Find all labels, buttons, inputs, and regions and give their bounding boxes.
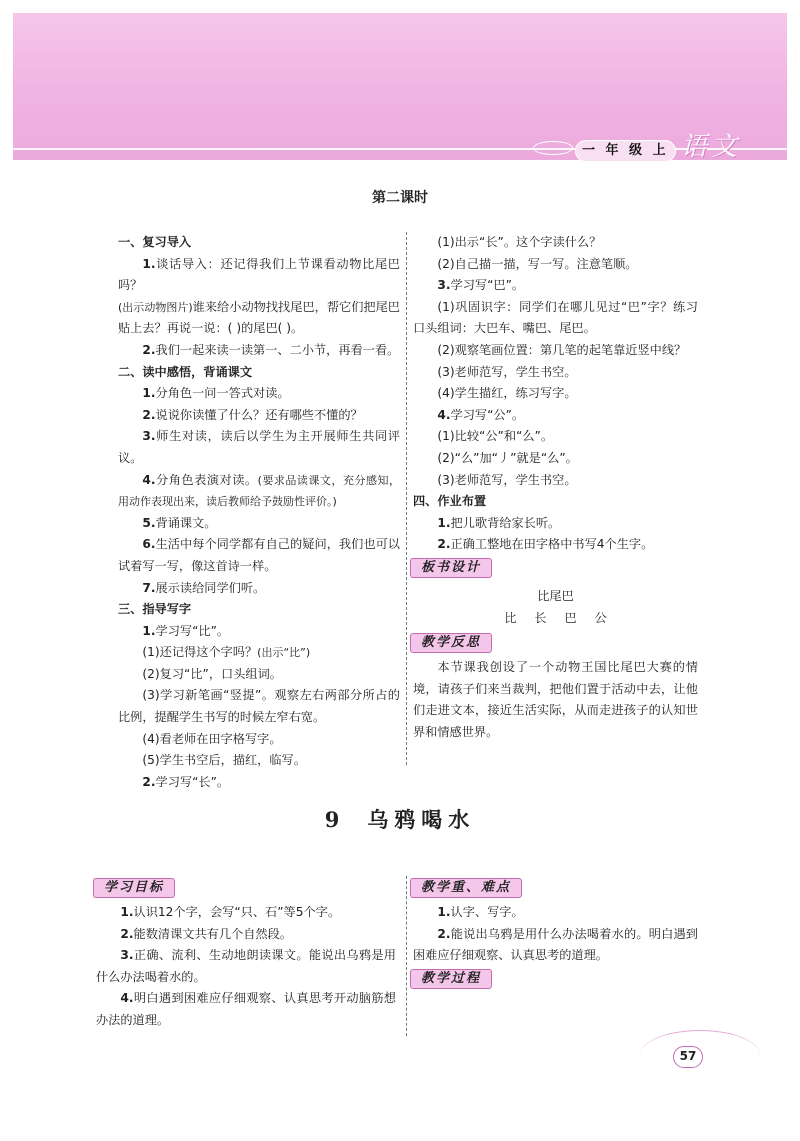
paragraph bbox=[118, 642, 400, 664]
item-number: 4. bbox=[142, 472, 156, 487]
paragraph bbox=[413, 362, 698, 384]
item-text: 学习写“巴”。 bbox=[450, 278, 525, 293]
item-text: 生活中每个同学都有自己的疑问，我们也可以试着写一写，像这首诗一样。 bbox=[118, 537, 400, 573]
item-text: 认字、写字。 bbox=[450, 905, 524, 919]
key-points-tag: 教学重、难点 bbox=[410, 878, 522, 898]
item-number: 2. bbox=[437, 926, 451, 941]
reflection-text: 本节课我创设了一个动物王国比尾巴大赛的情境，请孩子们来当裁判，把他们置于活动中去，让他们走进文本，接近生活实际，从而走进孩子的认知世界和情感世界。 bbox=[413, 660, 698, 739]
item-text: 谁来给小动物找找尾巴，帮它们把尾巴贴上去？再说一说：( )的尾巴( )。 bbox=[118, 299, 400, 336]
process-tag: 教学过程 bbox=[410, 969, 492, 989]
note-text: (出示动物图片) bbox=[118, 300, 193, 314]
item-text: 师生对读，读后以学生为主开展师生共同评议。 bbox=[118, 429, 400, 465]
item-number: 5. bbox=[142, 515, 156, 530]
item-number: 2. bbox=[437, 537, 451, 552]
list-item bbox=[96, 902, 396, 924]
paragraph bbox=[413, 383, 698, 405]
paragraph bbox=[118, 297, 400, 340]
goals-section bbox=[96, 876, 396, 1032]
item-number: 1. bbox=[142, 623, 156, 638]
item-text: 谈话导入：还记得我们上节课看动物比尾巴吗？ bbox=[118, 256, 400, 293]
item-number: 3. bbox=[437, 278, 451, 293]
list-item bbox=[96, 924, 396, 946]
paragraph bbox=[118, 383, 400, 405]
item-text: (3)学习新笔画“竖提”。观察左右两部分所占的比例，提醒学生书写的时候左窄右宽。 bbox=[118, 688, 400, 725]
right-column-items bbox=[413, 232, 698, 556]
item-text: 学习写“比”。 bbox=[155, 623, 230, 638]
paragraph bbox=[413, 448, 698, 470]
item-text: 学习写“长”。 bbox=[155, 774, 230, 789]
item-text: (1)比较“公”和“么”。 bbox=[437, 429, 554, 444]
paragraph bbox=[413, 275, 698, 297]
item-text: (5)学生书空后，描红，临写。 bbox=[142, 753, 306, 768]
item-number: 1. bbox=[142, 256, 156, 271]
paragraph bbox=[118, 254, 400, 297]
paragraph bbox=[118, 664, 400, 686]
section-heading: 一、复习导入 bbox=[118, 235, 192, 249]
paragraph bbox=[118, 405, 400, 427]
item-number: 1. bbox=[437, 515, 451, 530]
item-number: 7. bbox=[142, 580, 156, 595]
item-text: 学习写“公”。 bbox=[450, 407, 525, 422]
paragraph bbox=[413, 534, 698, 556]
item-number: 2. bbox=[142, 407, 156, 422]
right-column bbox=[413, 232, 698, 743]
paragraph bbox=[118, 621, 400, 643]
item-text: (4)看老师在田字格写字。 bbox=[142, 731, 282, 746]
item-text: 正确、流利、生动地朗读课文。能说出乌鸦是用什么办法喝着水的。 bbox=[96, 948, 396, 984]
key-points-list bbox=[413, 902, 698, 967]
item-text: (3)老师范写，学生书空。 bbox=[437, 364, 577, 379]
note-text: (要求品读课文，充分感知，用动作表现出来，读后教师给予鼓励性评价。) bbox=[118, 473, 401, 509]
item-text: (1)巩固识字：同学们在哪儿见过“巴”字？练习口头组词：大巴车、嘴巴、尾巴。 bbox=[413, 299, 698, 336]
item-number: 2. bbox=[142, 342, 156, 357]
lesson-title: 第二课时 bbox=[372, 190, 428, 206]
item-text: 分角色一问一答式对读。 bbox=[155, 386, 290, 401]
item-text: (2)观察笔画位置：第几笔的起笔靠近竖中线？ bbox=[437, 342, 687, 357]
reflection-tag: 教学反思 bbox=[410, 633, 492, 653]
item-text: 把儿歌背给家长听。 bbox=[450, 515, 561, 530]
paragraph bbox=[118, 426, 400, 469]
paragraph bbox=[118, 513, 400, 535]
banner-ornament bbox=[533, 141, 573, 155]
item-text: 展示读给同学们听。 bbox=[155, 580, 266, 595]
item-number: 1. bbox=[437, 905, 451, 919]
item-text: (2)自己描一描，写一写。注意笔顺。 bbox=[437, 256, 638, 271]
paragraph bbox=[118, 772, 400, 794]
item-text: (3)老师范写，学生书空。 bbox=[437, 472, 577, 487]
item-text: 认识12个字，会写“只、石”等5个字。 bbox=[133, 905, 341, 919]
item-text: 背诵课文。 bbox=[155, 515, 217, 530]
board-design-tag: 板书设计 bbox=[410, 558, 492, 578]
item-number: 3. bbox=[120, 948, 134, 963]
paragraph bbox=[413, 232, 698, 254]
item-number: 2. bbox=[142, 774, 156, 789]
key-points-section bbox=[413, 876, 698, 993]
item-number: 6. bbox=[142, 537, 156, 552]
chapter-title: 乌鸦喝水 bbox=[367, 807, 476, 832]
grade-label: 一 年 级 上 bbox=[575, 140, 676, 162]
item-number: 1. bbox=[120, 905, 134, 919]
left-column bbox=[118, 232, 400, 793]
item-text: 能数清课文共有几个自然段。 bbox=[133, 926, 292, 941]
paragraph bbox=[413, 297, 698, 340]
column-divider-bottom bbox=[406, 876, 407, 1036]
paragraph bbox=[413, 426, 698, 448]
section-heading: 三、指导写字 bbox=[118, 602, 192, 617]
item-number: 4. bbox=[437, 407, 451, 422]
paragraph bbox=[413, 470, 698, 492]
paragraph bbox=[413, 405, 698, 427]
goals-tag: 学习目标 bbox=[93, 878, 175, 898]
paragraph bbox=[118, 685, 400, 728]
board-title: 比尾巴 bbox=[537, 588, 574, 603]
header-banner bbox=[13, 13, 787, 160]
item-text: (1)出示“长”。这个字读什么？ bbox=[437, 235, 602, 249]
subject-label: 语文 bbox=[681, 132, 742, 162]
list-item bbox=[96, 945, 396, 988]
paragraph bbox=[413, 513, 698, 535]
chapter-number: 9 bbox=[324, 807, 346, 832]
item-text: 正确工整地在田字格中书写4个生字。 bbox=[450, 537, 654, 552]
item-text: (2)“么”加“丿”就是“么”。 bbox=[437, 450, 578, 465]
paragraph bbox=[118, 729, 400, 751]
paragraph bbox=[118, 750, 400, 772]
item-text: 我们一起来读一读第一、二小节，再看一看。 bbox=[155, 342, 400, 357]
list-item bbox=[413, 902, 698, 924]
chapter-heading bbox=[0, 804, 800, 834]
item-text: 能说出乌鸦是用什么办法喝着水的。明白遇到困难应仔细观察、认真思考的道理。 bbox=[413, 926, 698, 963]
item-number: 1. bbox=[142, 386, 156, 401]
page-number: 57 bbox=[673, 1046, 703, 1068]
paragraph bbox=[413, 254, 698, 276]
column-divider bbox=[406, 232, 407, 765]
list-item bbox=[413, 924, 698, 967]
item-text: (1)还记得这个字吗？ bbox=[142, 645, 258, 660]
item-number: 2. bbox=[120, 926, 134, 941]
item-number: 3. bbox=[142, 429, 156, 444]
list-item bbox=[96, 988, 396, 1031]
section-heading: 四、作业布置 bbox=[413, 494, 487, 509]
item-text: 分角色表演对读。 bbox=[155, 472, 258, 487]
paragraph bbox=[413, 340, 698, 362]
item-text: (4)学生描红，练习写字。 bbox=[437, 386, 577, 401]
item-text: 明白遇到困难应仔细观察、认真思考开动脑筋想办法的道理。 bbox=[96, 991, 396, 1027]
item-number: 4. bbox=[120, 991, 134, 1006]
goals-list bbox=[96, 902, 396, 1032]
paragraph bbox=[118, 470, 400, 513]
paragraph bbox=[118, 578, 400, 600]
board-chars: 比 长 巴 公 bbox=[504, 610, 607, 625]
item-text: 说说你读懂了什么？还有哪些不懂的？ bbox=[155, 407, 363, 422]
note-text: (出示“比”) bbox=[257, 646, 311, 660]
section-heading: 二、读中感悟，背诵课文 bbox=[118, 364, 253, 379]
item-text: (2)复习“比”，口头组词。 bbox=[142, 666, 282, 681]
paragraph bbox=[118, 340, 400, 362]
paragraph bbox=[118, 534, 400, 577]
